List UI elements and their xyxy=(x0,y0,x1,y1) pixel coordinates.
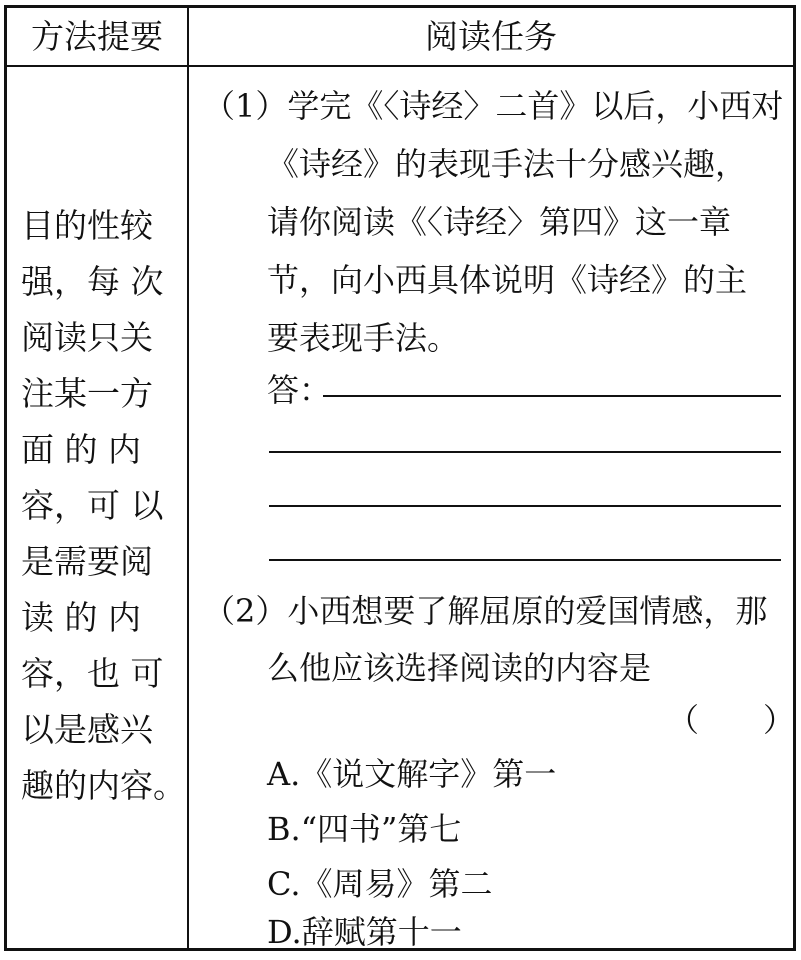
column-divider xyxy=(187,8,189,948)
method-cell xyxy=(21,198,186,814)
method-line: 目的性较 xyxy=(21,206,153,245)
header-method: 方法提要 xyxy=(31,17,163,56)
table-header-row xyxy=(7,8,793,67)
method-line: 注某一方 xyxy=(21,374,153,413)
method-line: 是需要阅 xyxy=(21,542,153,581)
q1-line: 请你阅读《〈诗经〉第四》这一章 xyxy=(267,203,732,241)
answer-line[interactable] xyxy=(269,451,781,453)
option-a: A.《说文解字》第一 xyxy=(267,755,557,793)
answer-line[interactable] xyxy=(269,559,781,561)
q2-line: （2）小西想要了解屈原的爱国情感，那 xyxy=(203,592,768,630)
method-line: 容，可 以 xyxy=(21,486,164,525)
method-line: 面 的 内 xyxy=(21,430,141,469)
method-line: 趣的内容。 xyxy=(21,766,186,805)
q1-line: 要表现手法。 xyxy=(267,319,460,357)
q1-line: 节，向小西具体说明《诗经》的主 xyxy=(267,261,748,299)
answer-bracket[interactable]: （ ） xyxy=(667,701,796,739)
method-line: 容，也 可 xyxy=(21,654,164,693)
header-task: 阅读任务 xyxy=(425,17,557,56)
answer-line[interactable] xyxy=(323,395,781,397)
method-line: 强，每 次 xyxy=(21,262,164,301)
answer-label: 答： xyxy=(267,371,332,409)
reading-table xyxy=(4,5,796,951)
q2-line: 么他应该选择阅读的内容是 xyxy=(267,649,652,687)
method-line: 读 的 内 xyxy=(21,598,141,637)
method-line: 以是感兴 xyxy=(21,710,153,749)
answer-line[interactable] xyxy=(269,505,781,507)
q1-line: （1）学完《〈诗经〉二首》以后，小西对 xyxy=(203,87,784,125)
method-line: 阅读只关 xyxy=(21,318,153,357)
option-d: D.辞赋第十一 xyxy=(267,913,462,951)
q1-line: 《诗经》的表现手法十分感兴趣， xyxy=(267,145,748,183)
option-c: C.《周易》第二 xyxy=(267,865,493,903)
option-b: B.“四书”第七 xyxy=(267,810,462,848)
